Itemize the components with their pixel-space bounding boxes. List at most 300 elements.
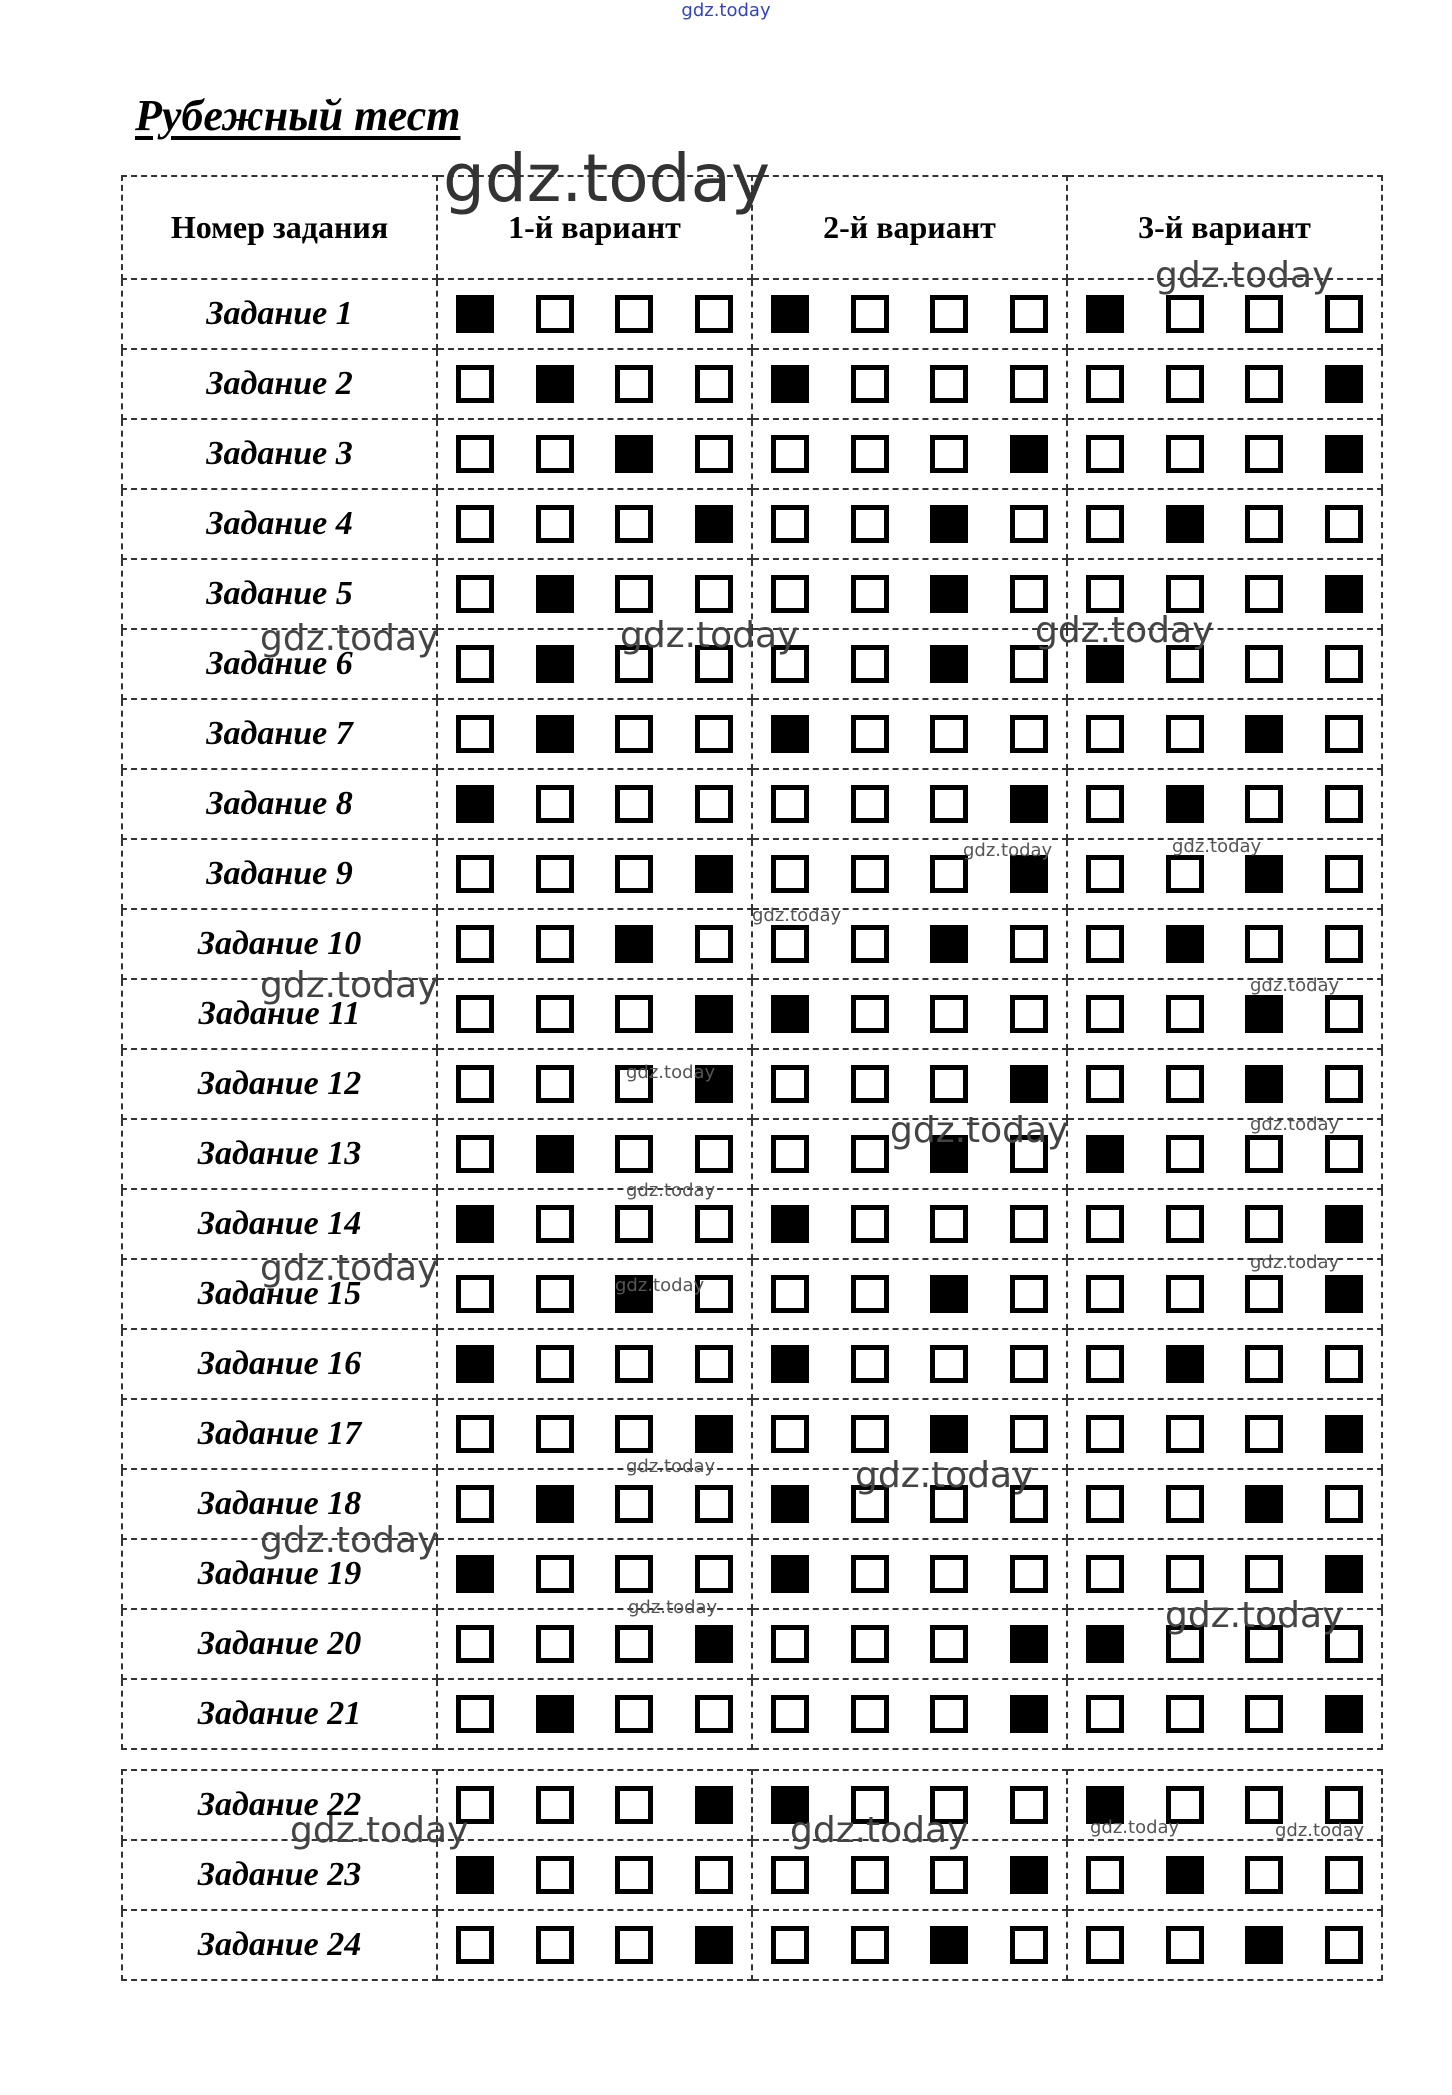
checkbox-empty[interactable]: [1325, 785, 1363, 823]
checkbox-marked[interactable]: [1166, 925, 1204, 963]
checkbox-empty[interactable]: [536, 855, 574, 893]
checkbox-empty[interactable]: [1166, 1065, 1204, 1103]
checkbox-empty[interactable]: [1245, 1345, 1283, 1383]
variant-3-answer-cell: [1067, 979, 1382, 1049]
checkbox-empty[interactable]: [1166, 1275, 1204, 1313]
checkbox-empty[interactable]: [1166, 1205, 1204, 1243]
checkbox-marked[interactable]: [456, 1555, 494, 1593]
checkbox-empty[interactable]: [1086, 1926, 1124, 1964]
checkbox-empty[interactable]: [615, 1625, 653, 1663]
checkbox-empty[interactable]: [456, 1135, 494, 1173]
checkbox-marked[interactable]: [1010, 1065, 1048, 1103]
checkbox-empty[interactable]: [930, 715, 968, 753]
checkbox-empty[interactable]: [1325, 715, 1363, 753]
checkbox-empty[interactable]: [771, 645, 809, 683]
checkbox-empty[interactable]: [1010, 505, 1048, 543]
checkbox-empty[interactable]: [771, 1065, 809, 1103]
checkbox-marked[interactable]: [930, 1275, 968, 1313]
checkbox-empty[interactable]: [615, 715, 653, 753]
checkbox-empty[interactable]: [1325, 855, 1363, 893]
checkbox-empty[interactable]: [1010, 365, 1048, 403]
checkbox-empty[interactable]: [1325, 925, 1363, 963]
checkbox-marked[interactable]: [1325, 365, 1363, 403]
checkbox-empty[interactable]: [1010, 1555, 1048, 1593]
checkbox-empty[interactable]: [771, 435, 809, 473]
checkbox-empty[interactable]: [1325, 1135, 1363, 1173]
checkbox-marked[interactable]: [930, 645, 968, 683]
checkbox-empty[interactable]: [1166, 1485, 1204, 1523]
checkbox-empty[interactable]: [695, 575, 733, 613]
checkbox-empty[interactable]: [615, 575, 653, 613]
checkbox-empty[interactable]: [536, 1856, 574, 1894]
checkbox-empty[interactable]: [851, 1786, 889, 1824]
checkbox-empty[interactable]: [771, 1856, 809, 1894]
checkbox-empty[interactable]: [456, 1415, 494, 1453]
checkbox-marked[interactable]: [930, 925, 968, 963]
checkbox-empty[interactable]: [1010, 295, 1048, 333]
checkbox-marked[interactable]: [536, 575, 574, 613]
checkbox-marked[interactable]: [1166, 505, 1204, 543]
checkbox-empty[interactable]: [695, 295, 733, 333]
checkbox-empty[interactable]: [695, 715, 733, 753]
checkbox-marked[interactable]: [1010, 1625, 1048, 1663]
checkbox-empty[interactable]: [695, 1275, 733, 1313]
checkbox-empty[interactable]: [1086, 1205, 1124, 1243]
checkbox-marked[interactable]: [771, 295, 809, 333]
checkbox-marked[interactable]: [536, 1135, 574, 1173]
checkbox-marked[interactable]: [615, 435, 653, 473]
checkbox-empty[interactable]: [536, 1625, 574, 1663]
checkbox-marked[interactable]: [1325, 435, 1363, 473]
task-label: Задание 6: [122, 629, 437, 699]
checkbox-empty[interactable]: [930, 1485, 968, 1523]
checkbox-empty[interactable]: [771, 1135, 809, 1173]
checkbox-empty[interactable]: [930, 435, 968, 473]
checkbox-empty[interactable]: [851, 1415, 889, 1453]
checkbox-empty[interactable]: [851, 1275, 889, 1313]
checkbox-empty[interactable]: [851, 1345, 889, 1383]
checkbox-empty[interactable]: [615, 855, 653, 893]
checkbox-empty[interactable]: [695, 1345, 733, 1383]
checkbox-empty[interactable]: [930, 1695, 968, 1733]
checkbox-empty[interactable]: [1086, 1856, 1124, 1894]
checkbox-empty[interactable]: [851, 1555, 889, 1593]
checkbox-empty[interactable]: [615, 295, 653, 333]
checkbox-marked[interactable]: [695, 505, 733, 543]
checkbox-empty[interactable]: [1010, 715, 1048, 753]
checkbox-empty[interactable]: [695, 645, 733, 683]
checkbox-empty[interactable]: [1325, 645, 1363, 683]
checkbox-empty[interactable]: [456, 1695, 494, 1733]
checkbox-marked[interactable]: [1166, 1856, 1204, 1894]
checkbox-empty[interactable]: [930, 1555, 968, 1593]
checkbox-empty[interactable]: [615, 1695, 653, 1733]
checkbox-empty[interactable]: [456, 1625, 494, 1663]
checkbox-empty[interactable]: [1010, 925, 1048, 963]
checkbox-empty[interactable]: [536, 1786, 574, 1824]
checkbox-empty[interactable]: [536, 1275, 574, 1313]
checkbox-marked[interactable]: [615, 1275, 653, 1313]
checkbox-empty[interactable]: [1166, 995, 1204, 1033]
checkbox-empty[interactable]: [851, 435, 889, 473]
checkbox-empty[interactable]: [456, 1275, 494, 1313]
checkbox-empty[interactable]: [1245, 1135, 1283, 1173]
checkbox-empty[interactable]: [1325, 505, 1363, 543]
checkbox-marked[interactable]: [695, 855, 733, 893]
checkbox-empty[interactable]: [456, 575, 494, 613]
checkbox-empty[interactable]: [615, 1205, 653, 1243]
checkbox-empty[interactable]: [771, 505, 809, 543]
checkbox-empty[interactable]: [1245, 435, 1283, 473]
checkbox-empty[interactable]: [1010, 1275, 1048, 1313]
checkbox-empty[interactable]: [1086, 995, 1124, 1033]
checkbox-empty[interactable]: [1166, 645, 1204, 683]
checkbox-empty[interactable]: [695, 785, 733, 823]
task-row: [122, 909, 1382, 979]
checkbox-marked[interactable]: [1010, 1856, 1048, 1894]
checkbox-empty[interactable]: [615, 1345, 653, 1383]
checkbox-marked[interactable]: [456, 1856, 494, 1894]
checkbox-empty[interactable]: [1325, 295, 1363, 333]
checkbox-marked[interactable]: [1086, 1625, 1124, 1663]
variant-2-answer-cell: [752, 489, 1067, 559]
checkbox-empty[interactable]: [615, 995, 653, 1033]
checkbox-empty[interactable]: [456, 1926, 494, 1964]
checkbox-empty[interactable]: [851, 1856, 889, 1894]
checkbox-empty[interactable]: [1166, 1786, 1204, 1824]
checkbox-marked[interactable]: [1086, 1786, 1124, 1824]
checkbox-empty[interactable]: [695, 1695, 733, 1733]
checkbox-empty[interactable]: [1245, 1205, 1283, 1243]
checkbox-marked[interactable]: [1245, 715, 1283, 753]
checkbox-empty[interactable]: [1245, 1695, 1283, 1733]
checkbox-empty[interactable]: [615, 505, 653, 543]
checkbox-marked[interactable]: [1086, 645, 1124, 683]
checkbox-marked[interactable]: [1325, 1695, 1363, 1733]
checkbox-marked[interactable]: [930, 575, 968, 613]
checkbox-empty[interactable]: [1086, 575, 1124, 613]
checkbox-empty[interactable]: [1245, 1415, 1283, 1453]
checkbox-empty[interactable]: [930, 995, 968, 1033]
checkbox-empty[interactable]: [536, 995, 574, 1033]
checkbox-empty[interactable]: [1245, 1625, 1283, 1663]
checkbox-empty[interactable]: [771, 1625, 809, 1663]
checkbox-empty[interactable]: [695, 1135, 733, 1173]
checkbox-empty[interactable]: [851, 645, 889, 683]
checkbox-empty[interactable]: [771, 925, 809, 963]
checkbox-empty[interactable]: [1010, 1926, 1048, 1964]
checkbox-empty[interactable]: [536, 925, 574, 963]
checkbox-empty[interactable]: [1010, 1135, 1048, 1173]
checkbox-empty[interactable]: [536, 1926, 574, 1964]
checkbox-marked[interactable]: [1010, 855, 1048, 893]
checkbox-marked[interactable]: [1166, 1345, 1204, 1383]
checkbox-empty[interactable]: [615, 1065, 653, 1103]
checkbox-empty[interactable]: [536, 1065, 574, 1103]
checkbox-empty[interactable]: [1245, 645, 1283, 683]
checkbox-marked[interactable]: [771, 1205, 809, 1243]
checkbox-empty[interactable]: [1325, 1786, 1363, 1824]
checkbox-empty[interactable]: [536, 1555, 574, 1593]
checkbox-empty[interactable]: [1166, 1135, 1204, 1173]
checkbox-empty[interactable]: [851, 785, 889, 823]
checkbox-empty[interactable]: [695, 1205, 733, 1243]
checkbox-empty[interactable]: [615, 1856, 653, 1894]
checkbox-marked[interactable]: [456, 1205, 494, 1243]
checkbox-empty[interactable]: [1166, 1555, 1204, 1593]
checkbox-empty[interactable]: [695, 435, 733, 473]
checkbox-empty[interactable]: [1245, 295, 1283, 333]
checkbox-empty[interactable]: [930, 1786, 968, 1824]
checkbox-empty[interactable]: [1086, 1415, 1124, 1453]
checkbox-empty[interactable]: [695, 925, 733, 963]
checkbox-empty[interactable]: [1086, 715, 1124, 753]
checkbox-empty[interactable]: [536, 505, 574, 543]
checkbox-empty[interactable]: [851, 1485, 889, 1523]
checkbox-marked[interactable]: [695, 1625, 733, 1663]
checkbox-empty[interactable]: [456, 365, 494, 403]
task-label: Задание 5: [122, 559, 437, 629]
checkbox-empty[interactable]: [1325, 1065, 1363, 1103]
checkbox-marked[interactable]: [1010, 785, 1048, 823]
checkbox-empty[interactable]: [1166, 435, 1204, 473]
checkbox-marked[interactable]: [1325, 1205, 1363, 1243]
checkbox-empty[interactable]: [1325, 1625, 1363, 1663]
checkbox-empty[interactable]: [456, 645, 494, 683]
checkbox-empty[interactable]: [1086, 1065, 1124, 1103]
checkbox-empty[interactable]: [1086, 925, 1124, 963]
checkbox-marked[interactable]: [1245, 1065, 1283, 1103]
checkbox-empty[interactable]: [1086, 785, 1124, 823]
checkbox-empty[interactable]: [851, 1135, 889, 1173]
checkbox-marked[interactable]: [1325, 575, 1363, 613]
checkbox-empty[interactable]: [1166, 1415, 1204, 1453]
checkbox-marked[interactable]: [456, 785, 494, 823]
watermark: gdz.today: [1250, 1114, 1340, 1135]
checkbox-marked[interactable]: [771, 1345, 809, 1383]
checkbox-empty[interactable]: [930, 365, 968, 403]
checkbox-marked[interactable]: [1325, 1555, 1363, 1593]
checkbox-empty[interactable]: [615, 365, 653, 403]
checkbox-empty[interactable]: [930, 1625, 968, 1663]
checkbox-empty[interactable]: [1166, 1926, 1204, 1964]
checkbox-marked[interactable]: [771, 995, 809, 1033]
checkbox-marked[interactable]: [1245, 1926, 1283, 1964]
checkbox-marked[interactable]: [1245, 855, 1283, 893]
checkbox-empty[interactable]: [615, 1926, 653, 1964]
checkbox-marked[interactable]: [456, 295, 494, 333]
checkbox-empty[interactable]: [1325, 1926, 1363, 1964]
checkbox-empty[interactable]: [615, 1415, 653, 1453]
checkbox-empty[interactable]: [1325, 995, 1363, 1033]
checkbox-marked[interactable]: [695, 1786, 733, 1824]
checkbox-empty[interactable]: [1010, 645, 1048, 683]
variant-3-answer-cell: [1067, 629, 1382, 699]
checkbox-empty[interactable]: [1086, 855, 1124, 893]
checkbox-empty[interactable]: [536, 435, 574, 473]
checkbox-empty[interactable]: [536, 295, 574, 333]
checkbox-empty[interactable]: [1245, 1275, 1283, 1313]
checkbox-empty[interactable]: [695, 1856, 733, 1894]
checkbox-empty[interactable]: [930, 785, 968, 823]
checkbox-empty[interactable]: [536, 1415, 574, 1453]
checkbox-marked[interactable]: [771, 1485, 809, 1523]
checkbox-empty[interactable]: [1325, 1856, 1363, 1894]
checkbox-empty[interactable]: [1010, 1415, 1048, 1453]
checkbox-empty[interactable]: [456, 925, 494, 963]
checkbox-empty[interactable]: [1086, 435, 1124, 473]
task-label: Задание 11: [122, 979, 437, 1049]
checkbox-empty[interactable]: [1166, 365, 1204, 403]
checkbox-empty[interactable]: [851, 1065, 889, 1103]
checkbox-empty[interactable]: [1245, 1555, 1283, 1593]
checkbox-empty[interactable]: [1010, 1345, 1048, 1383]
checkbox-empty[interactable]: [851, 855, 889, 893]
checkbox-empty[interactable]: [1166, 715, 1204, 753]
checkbox-marked[interactable]: [536, 715, 574, 753]
checkbox-empty[interactable]: [615, 1485, 653, 1523]
checkbox-empty[interactable]: [930, 1345, 968, 1383]
checkbox-empty[interactable]: [1010, 1786, 1048, 1824]
checkbox-empty[interactable]: [851, 505, 889, 543]
checkbox-empty[interactable]: [771, 1415, 809, 1453]
checkbox-marked[interactable]: [695, 1926, 733, 1964]
checkbox-marked[interactable]: [771, 715, 809, 753]
checkbox-marked[interactable]: [456, 1345, 494, 1383]
checkbox-marked[interactable]: [771, 1555, 809, 1593]
checkbox-empty[interactable]: [771, 1695, 809, 1733]
checkbox-empty[interactable]: [1010, 995, 1048, 1033]
checkbox-empty[interactable]: [456, 995, 494, 1033]
checkbox-empty[interactable]: [615, 1555, 653, 1593]
checkbox-empty[interactable]: [851, 1205, 889, 1243]
checkbox-empty[interactable]: [456, 1485, 494, 1523]
checkbox-marked[interactable]: [1166, 785, 1204, 823]
checkbox-empty[interactable]: [851, 925, 889, 963]
checkbox-empty[interactable]: [771, 575, 809, 613]
checkbox-marked[interactable]: [771, 365, 809, 403]
checkbox-empty[interactable]: [695, 1555, 733, 1593]
checkbox-empty[interactable]: [456, 715, 494, 753]
checkbox-empty[interactable]: [615, 1135, 653, 1173]
checkbox-marked[interactable]: [536, 1695, 574, 1733]
checkbox-empty[interactable]: [536, 1345, 574, 1383]
checkbox-marked[interactable]: [930, 1415, 968, 1453]
checkbox-empty[interactable]: [1245, 365, 1283, 403]
checkbox-empty[interactable]: [771, 855, 809, 893]
checkbox-empty[interactable]: [1086, 1695, 1124, 1733]
checkbox-empty[interactable]: [456, 435, 494, 473]
checkbox-marked[interactable]: [1245, 995, 1283, 1033]
checkbox-marked[interactable]: [1086, 295, 1124, 333]
checkbox-empty[interactable]: [695, 365, 733, 403]
variant-1-answer-cell: [437, 489, 752, 559]
checkbox-marked[interactable]: [1010, 1695, 1048, 1733]
checkbox-empty[interactable]: [1245, 1856, 1283, 1894]
checkbox-empty[interactable]: [851, 995, 889, 1033]
checkbox-marked[interactable]: [1245, 1485, 1283, 1523]
checkbox-empty[interactable]: [1245, 575, 1283, 613]
checkbox-empty[interactable]: [1010, 1205, 1048, 1243]
checkbox-marked[interactable]: [930, 1926, 968, 1964]
checkbox-empty[interactable]: [851, 715, 889, 753]
checkbox-empty[interactable]: [456, 1065, 494, 1103]
checkbox-empty[interactable]: [1325, 1485, 1363, 1523]
checkbox-marked[interactable]: [536, 365, 574, 403]
checkbox-empty[interactable]: [1245, 1786, 1283, 1824]
checkbox-empty[interactable]: [615, 785, 653, 823]
checkbox-empty[interactable]: [930, 1065, 968, 1103]
checkbox-empty[interactable]: [456, 855, 494, 893]
checkbox-empty[interactable]: [930, 855, 968, 893]
checkbox-empty[interactable]: [1166, 1625, 1204, 1663]
checkbox-empty[interactable]: [851, 295, 889, 333]
checkbox-empty[interactable]: [1325, 1345, 1363, 1383]
checkbox-empty[interactable]: [1166, 855, 1204, 893]
checkbox-empty[interactable]: [771, 1926, 809, 1964]
checkbox-marked[interactable]: [1325, 1415, 1363, 1453]
checkbox-empty[interactable]: [930, 1205, 968, 1243]
checkbox-empty[interactable]: [1086, 1275, 1124, 1313]
checkbox-empty[interactable]: [1086, 1485, 1124, 1523]
checkbox-empty[interactable]: [851, 1695, 889, 1733]
checkbox-empty[interactable]: [1086, 365, 1124, 403]
checkbox-marked[interactable]: [1010, 435, 1048, 473]
checkbox-marked[interactable]: [695, 1065, 733, 1103]
checkbox-marked[interactable]: [536, 1485, 574, 1523]
checkbox-marked[interactable]: [1325, 1275, 1363, 1313]
checkbox-empty[interactable]: [851, 1625, 889, 1663]
checkbox-empty[interactable]: [851, 365, 889, 403]
checkbox-empty[interactable]: [1086, 505, 1124, 543]
checkbox-empty[interactable]: [930, 295, 968, 333]
checkbox-empty[interactable]: [456, 1786, 494, 1824]
checkbox-empty[interactable]: [1245, 505, 1283, 543]
checkbox-marked[interactable]: [695, 995, 733, 1033]
checkbox-empty[interactable]: [1245, 785, 1283, 823]
checkbox-empty[interactable]: [851, 1926, 889, 1964]
variant-3-answer-cell: [1067, 839, 1382, 909]
checkbox-marked[interactable]: [1086, 1135, 1124, 1173]
checkbox-marked[interactable]: [615, 925, 653, 963]
checkbox-empty[interactable]: [536, 1205, 574, 1243]
checkbox-marked[interactable]: [930, 505, 968, 543]
checkbox-empty[interactable]: [1245, 925, 1283, 963]
checkbox-empty[interactable]: [851, 575, 889, 613]
checkbox-marked[interactable]: [695, 1415, 733, 1453]
checkbox-empty[interactable]: [1166, 575, 1204, 613]
checkbox-empty[interactable]: [615, 1786, 653, 1824]
checkbox-empty[interactable]: [615, 645, 653, 683]
checkbox-marked[interactable]: [930, 1135, 968, 1173]
checkbox-empty[interactable]: [1010, 1485, 1048, 1523]
checkbox-empty[interactable]: [1166, 1695, 1204, 1733]
checkbox-marked[interactable]: [536, 645, 574, 683]
checkbox-empty[interactable]: [536, 785, 574, 823]
checkbox-empty[interactable]: [1086, 1555, 1124, 1593]
checkbox-empty[interactable]: [456, 505, 494, 543]
checkbox-empty[interactable]: [1086, 1345, 1124, 1383]
checkbox-empty[interactable]: [1010, 575, 1048, 613]
checkbox-empty[interactable]: [1166, 295, 1204, 333]
checkbox-marked[interactable]: [771, 1786, 809, 1824]
checkbox-empty[interactable]: [930, 1856, 968, 1894]
variant-3-answer-cell: [1067, 349, 1382, 419]
checkbox-empty[interactable]: [695, 1485, 733, 1523]
checkbox-empty[interactable]: [771, 1275, 809, 1313]
checkbox-empty[interactable]: [771, 785, 809, 823]
task-row: [122, 699, 1382, 769]
